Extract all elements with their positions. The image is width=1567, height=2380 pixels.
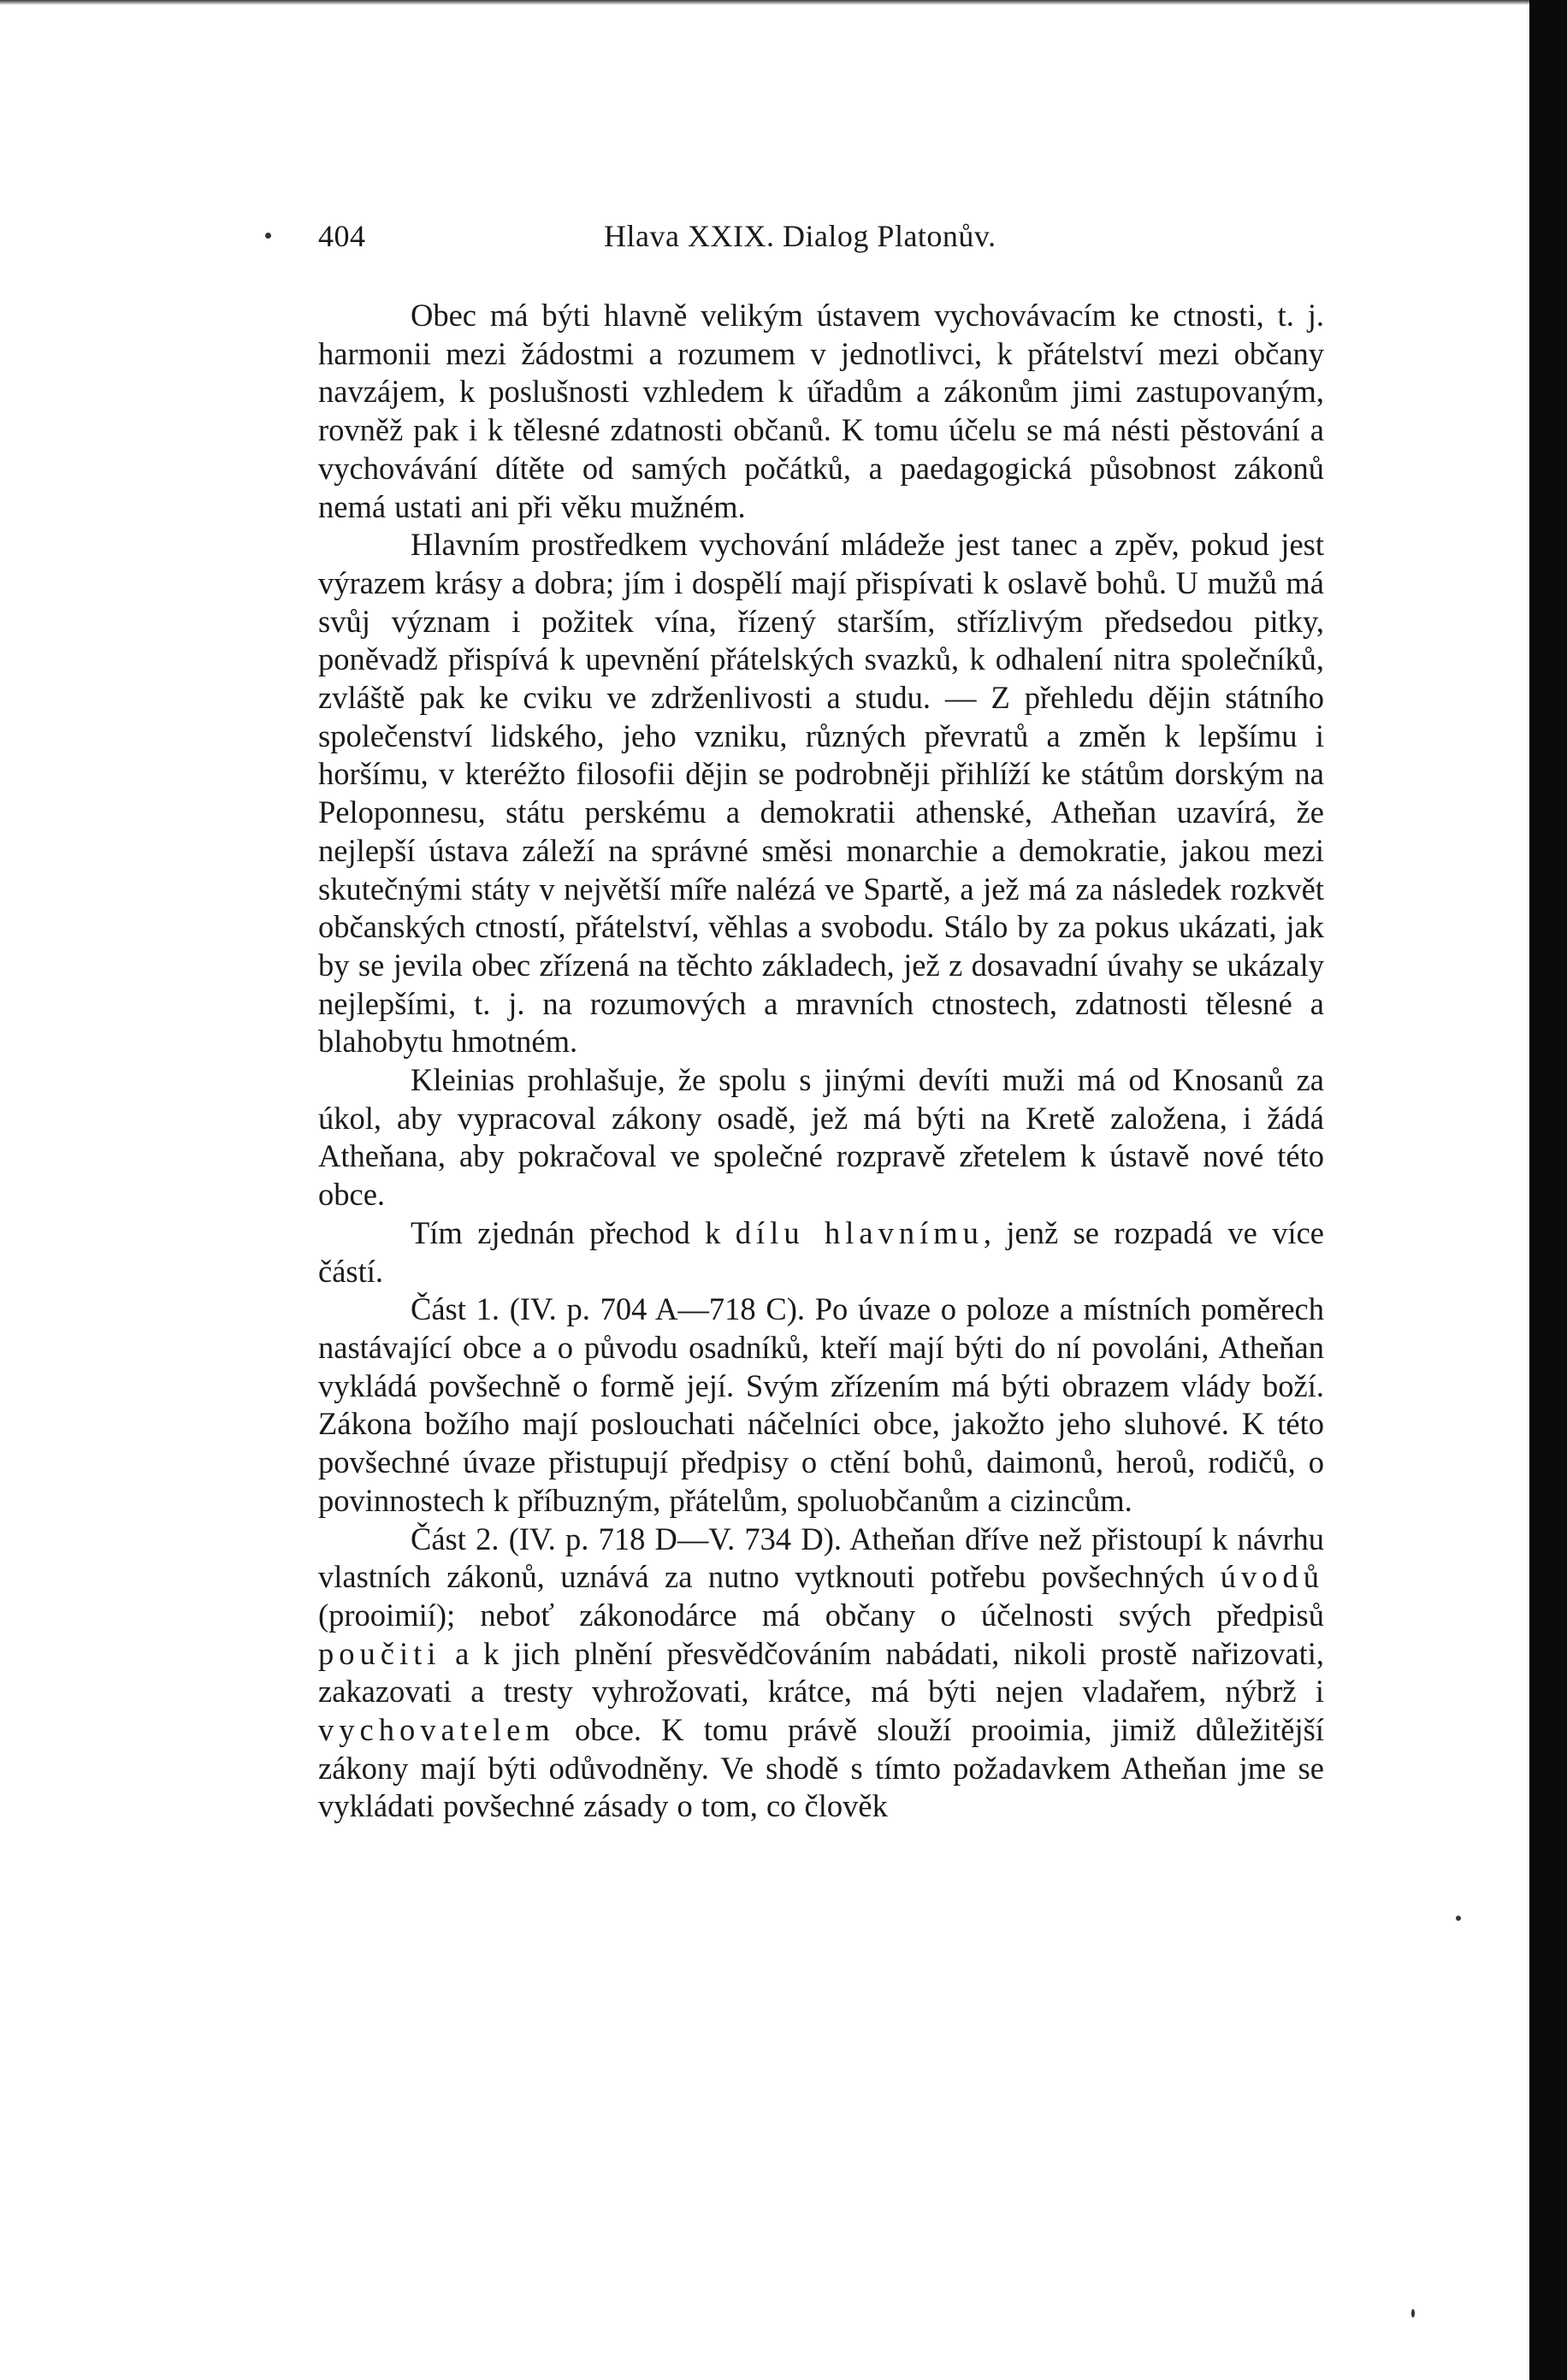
emphasis-introductions: úvodů: [1220, 1559, 1324, 1595]
part-2-text-d: obce. K tomu právě slouží prooimia, jimiž důležitější zákony mají býti odůvodněny. Ve shodě s tímto požadavkem Atheňan jme se vykládati povšechné zásady o tom, co člověk: [318, 1712, 1324, 1824]
body-text: [318, 297, 1324, 1826]
page-number: 404: [318, 219, 366, 253]
running-title: Hlava XXIX. Dialog Platonův.: [604, 219, 996, 253]
paragraph-transition: [318, 1214, 1324, 1290]
emphasis-instruct: poučiti: [318, 1635, 441, 1671]
scan-speck: [265, 233, 271, 239]
scan-speck: [1411, 2309, 1415, 2318]
paragraph-dance-and-song: Hlavním prostředkem vychování mládeže jest tanec a zpěv, pokud jest výrazem krásy a dobra; jím i dospělí mají přispívati k oslavě bohů. U mužů má svůj význam i požitek vína, řízený starším, střízlivým předsedou pitky, poněvadž přispívá k upevnění přátelských svazků, k odhalení nitra společníků, zvláště pak ke cviku ve zdrženlivosti a studu. — Z přehledu dějin státního společenství lidského, jeho vzniku, různých převratů a změn k lepšímu i horšímu, v kteréžto filosofii dějin se podrobněji přihlíží ke státům dorským na Peloponnesu, státu perskému a demokratii athenské, Atheňan uzavírá, že nejlepší ústava záleží na správné směsi monarchie a demokratie, jakou mezi skutečnými státy v největší míře nalézá ve Spartě, a jež má za následek rozkvět občanských ctností, přátelství, věhlas a svobodu. Stálo by za pokus ukázati, jak by se jevila obec zřízená na těchto základech, jež z dosavadní úvahy se ukázaly nejlepšími, t. j. na rozumových a mravních ctnostech, zdatnosti tělesné a blahobytu hmotném.: [318, 527, 1324, 1060]
paragraph-part-2: [318, 1521, 1324, 1827]
paragraph-kleinias: Kleinias prohlašuje, že spolu s jinými devíti muži má od Knosanů za úkol, aby vypracoval zákony osadě, jež má býti na Kretě založena, i žádá Atheňana, aby pokračoval ve společné rozpravě zřetelem k ústavě nové této obce.: [318, 1062, 1324, 1213]
page-header: [318, 218, 1324, 263]
scan-edge-right: [1529, 0, 1567, 2380]
scan-speck: [1456, 1916, 1461, 1921]
paragraph-part-1: Část 1. (IV. p. 704 A—718 C). Po úvaze o poloze a místních poměrech nastávající obce a o původu osadníků, kteří mají býti do ní povoláni, Atheňan vykládá povšechně o formě její. Svým zřízením má býti obrazem vlády boží. Zákona božího mají poslouchati náčelníci obce, jakožto jeho sluhové. K této povšechné úvaze přistupují předpisy o ctění bohů, daimonů, heroů, rodičů, o povinnostech k příbuzným, přátelům, spoluobčanům a cizincům.: [318, 1291, 1324, 1518]
paragraph-transition-before: Tím zjednán přechod k: [411, 1214, 736, 1250]
book-page: [318, 218, 1324, 1826]
paragraph-transition-after: , jenž se rozpadá ve více částí.: [318, 1214, 1324, 1289]
part-2-text-b: (prooimií); neboť zákonodárce má občany o účelnosti svých předpisů: [318, 1597, 1324, 1633]
paragraph-education: Obec má býti hlavně velikým ústavem vychovávacím ke ctnosti, t. j. harmonii mezi žádostmi a rozumem v jednotlivci, k přátelství mezi občany navzájem, k poslušnosti vzhledem k úřadům a zákonům jimi zastupovaným, rovněž pak i k tělesné zdatnosti občanů. K tomu účelu se má nésti pěstování a vychovávání dítěte od samých počátků, a paedagogická působnost zákonů nemá ustati ani při věku mužném.: [318, 298, 1324, 524]
scan-edge-top: [0, 0, 1529, 5]
part-2-text-a: Část 2. (IV. p. 718 D—V. 734 D). Atheňan dříve než přistoupí k návrhu vlastních zákonů, uznává za nutno vytknouti potřebu povšechných: [318, 1521, 1324, 1595]
emphasis-educator: vychovatelem: [318, 1712, 555, 1748]
part-2-text-c: a k jich plnění přesvědčováním nabádati, nikoli prostě nařizovati, zakazovati a tresty vyhrožovati, krátce, má býti nejen vladařem, nýbrž i: [318, 1635, 1324, 1710]
emphasis-main-part: dílu hlavnímu: [735, 1214, 984, 1250]
